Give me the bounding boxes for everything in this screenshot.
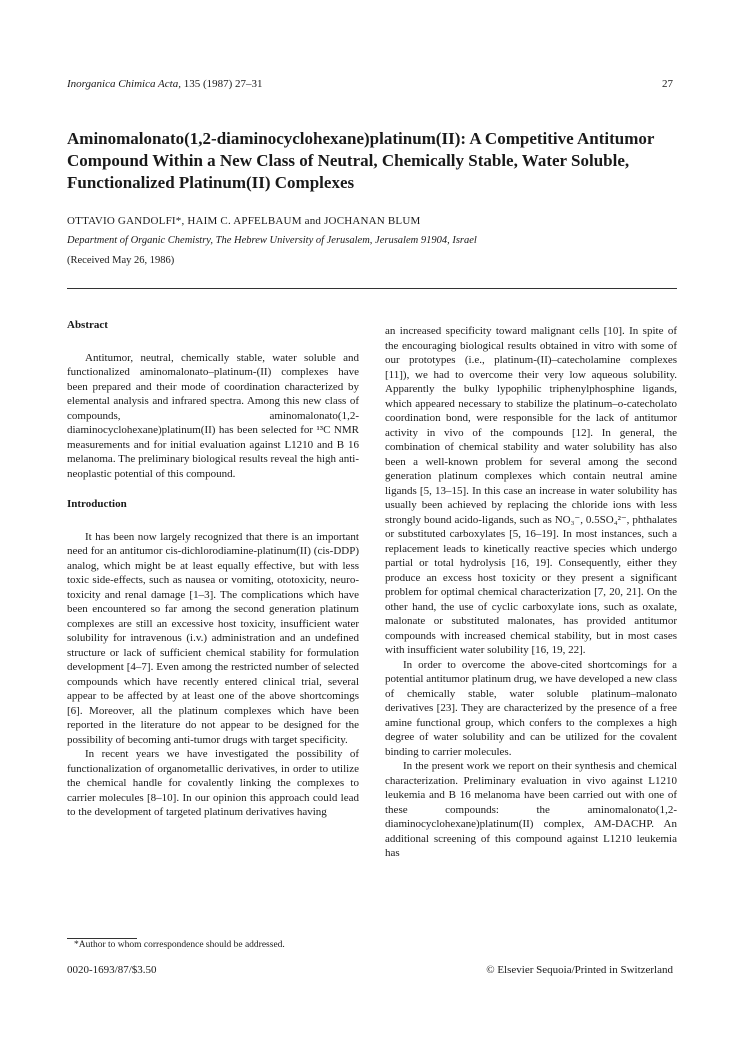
article-title: Aminomalonato(1,2-diaminocyclohexane)platinum(II): A Competitive Antitumor Compound Within a New Class of Neutral, Chemically Stable, Water Soluble, Functionalized Platinum(II) Complexes — [67, 129, 655, 192]
journal-header — [67, 78, 263, 90]
right-column — [385, 324, 677, 861]
issn-code: 0020-1693/87/$3.50 — [67, 964, 157, 976]
footnote: *Author to whom correspondence should be addressed. — [74, 940, 285, 950]
abstract-text: Antitumor, neutral, chemically stable, water soluble and functionalized aminomalonato–platinum-(II) complexes have been prepared and their mode of coordination characterized by elemental analysis and infrared spectra. Among this new class of compounds, aminomalonato(1,2-diaminocyclohexane)platinum(II) has been selected for ¹³C NMR measurements and for initial evaluation against L1210 and B 16 melanoma. The preliminary biological results reveal the high anti-neoplastic potential of this compound. — [67, 351, 359, 480]
intro-paragraph-4: In order to overcome the above-cited shortcomings for a potential antitumor platinum drug, we have developed a new class of chemically stable, water soluble platinum–malonato derivatives [23]. They are characterized by the presence of a free amine functional group, which confers to the complexes a high degree of water solubility and can be utilized for the covalent binding to carrier molecules. — [385, 658, 677, 758]
author-list: OTTAVIO GANDOLFI*, HAIM C. APFELBAUM and JOCHANAN BLUM — [67, 215, 421, 227]
intro-paragraph-3: an increased specificity toward malignant cells [10]. In spite of the encouraging biological results obtained in vitro with some of our prototypes (i.e., platinum-(II)–catecholamine complexes [11]), we had to overcome their very low aqueous solubility. Apparently the bulky lypophilic triphenylphosphine ligands, which appeared necessary to stabilize the platinum–o-catecholato coordination bond, were responsible for the lack of antitumor activity in vivo of the compounds [12]. In general, the combination of chemical stability and water solubility has also been a well-known problem for several among the second generation platinum complexes which contain neutral amine ligands [5, 13–15]. In this case an increase in water solubility has usually been achieved by replacing the chloride ions with less strongly bound acido-ligands, such as NO₃⁻, 0.5SO₄²⁻, phthalates or substituted carboxylates [5, 16–19]. In most instances, such a replacement leads to kinetically reactive species which undergo partial or total hydrolysis [16, 19]. Consequently, either they produce an excess host toxicity or they present a significant problem for optimal chemical characterization [7, 20, 21]. On the other hand, the use of cyclic carboxylate ions, such as oxalate, malonate or substituted malonates, has provided antitumor compounds with increased chemical stability, but in most cases with insufficient water solubility [16, 19, 22]. — [385, 325, 677, 656]
received-date: (Received May 26, 1986) — [67, 255, 175, 266]
affiliation: Department of Organic Chemistry, The Hebrew University of Jerusalem, Jerusalem 91904, Israel — [67, 235, 477, 246]
abstract-heading: Abstract — [67, 319, 108, 331]
introduction-heading: Introduction — [67, 498, 127, 510]
left-column — [67, 318, 359, 820]
page-number: 27 — [662, 78, 673, 90]
journal-name: Inorganica Chimica Acta, — [67, 78, 181, 90]
intro-paragraph-5: In the present work we report on their synthesis and chemical characterization. Preliminary evaluation in vivo against L1210 leukemia and B 16 melanoma have been carried out with one of these compounds: the aminomalonato(1,2-diaminocyclohexane)platinum(II) complex, AM-DACHP. An additional screening of this compound against L1210 leukemia has — [385, 760, 677, 859]
header-divider — [67, 288, 677, 289]
intro-paragraph-2: In recent years we have investigated the possibility of functionalization of organometallic derivatives, in order to utilize the chemical handle for covalently linking the complexes to carrier molecules [8–10]. In our opinion this approach could lead to the development of targeted platinum derivatives having — [67, 748, 359, 818]
section-spacer — [67, 481, 359, 497]
intro-paragraph-1: It has been now largely recognized that there is an important need for an antitumor cis-dichlorodiamine-platinum(II) (cis-DDP) analog, which might be at least equally effective, but with less toxic side-effects, such as nausea or vomiting, ototoxicity, neuro-toxicity and renal damage [1–3]. The complications which have been encountered so far among the second generation platinum complexes are still an excessive host toxicity, insufficient water solubility for intravenous (i.v.) administration and an undefined structure or lack of sufficient chemical stability for formulation development [4–7]. Even among the restricted number of selected compounds which have recently entered clinical trial, several appear to be affected by at least one of the above shortcomings [6]. Moreover, all the platinum complexes which have been reported in the literature do not appear to be designed for the possibility of becoming anti-tumor drugs with target specificity. — [67, 530, 359, 746]
footnote-divider — [67, 938, 137, 939]
journal-citation: 135 (1987) 27–31 — [183, 78, 263, 90]
publisher-line: © Elsevier Sequoia/Printed in Switzerland — [486, 964, 673, 976]
